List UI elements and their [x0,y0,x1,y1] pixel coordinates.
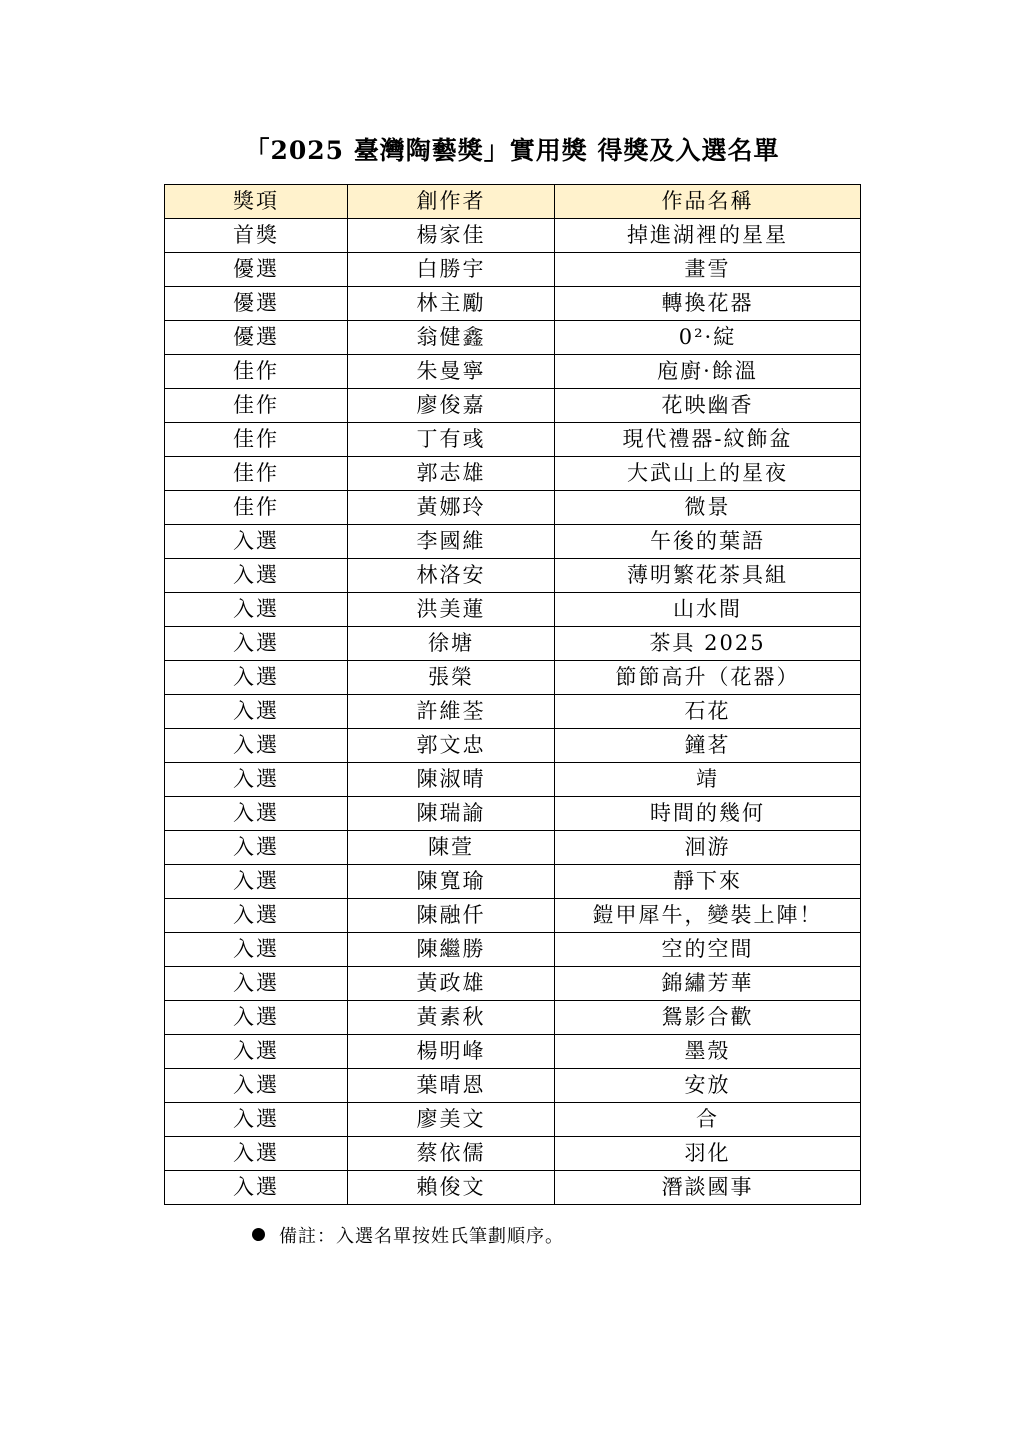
award-cell: 入選 [165,593,348,627]
table-row [165,627,861,661]
creator-cell: 葉晴恩 [348,1069,555,1103]
work-title-cell: 薄明繁花茶具組 [555,559,861,593]
table-row [165,1137,861,1171]
work-title-cell: 錦繡芳華 [555,967,861,1001]
award-cell: 入選 [165,1069,348,1103]
award-cell: 佳作 [165,355,348,389]
table-row [165,593,861,627]
table-row [165,287,861,321]
work-title-cell: 空的空間 [555,933,861,967]
document-title: 「2025 臺灣陶藝獎」實用獎 得獎及入選名單 [244,136,780,165]
table-row [165,865,861,899]
table-row [165,423,861,457]
table-row [165,1035,861,1069]
work-title-cell: 安放 [555,1069,861,1103]
creator-cell: 楊明峰 [348,1035,555,1069]
table-row [165,1069,861,1103]
table-row [165,525,861,559]
creator-cell: 陳淑晴 [348,763,555,797]
table-row [165,831,861,865]
table-row [165,695,861,729]
table-row [165,899,861,933]
award-cell: 入選 [165,967,348,1001]
table-header-row [165,185,861,219]
work-title-cell: 現代禮器-紋飾盆 [555,423,861,457]
work-title-cell: 節節高升（花器） [555,661,861,695]
creator-cell: 郭文忠 [348,729,555,763]
creator-cell: 張榮 [348,661,555,695]
creator-cell: 林主勵 [348,287,555,321]
award-cell: 入選 [165,559,348,593]
creator-cell: 許維荃 [348,695,555,729]
work-title-cell: 羽化 [555,1137,861,1171]
work-title-cell: 靜下來 [555,865,861,899]
work-title-cell: 花映幽香 [555,389,861,423]
work-title-cell: 潛談國事 [555,1171,861,1205]
award-cell: 入選 [165,661,348,695]
creator-cell: 洪美蓮 [348,593,555,627]
award-cell: 入選 [165,831,348,865]
award-cell: 入選 [165,899,348,933]
award-cell: 入選 [165,525,348,559]
award-cell: 入選 [165,695,348,729]
table-row [165,729,861,763]
award-cell: 入選 [165,763,348,797]
creator-cell: 楊家佳 [348,219,555,253]
award-cell: 優選 [165,287,348,321]
table-row [165,355,861,389]
creator-cell: 李國維 [348,525,555,559]
work-title-cell: 合 [555,1103,861,1137]
header-award: 獎項 [165,185,348,219]
table-row [165,933,861,967]
award-cell: 入選 [165,1035,348,1069]
work-title-cell: 庖廚·餘溫 [555,355,861,389]
creator-cell: 林洛安 [348,559,555,593]
award-cell: 入選 [165,1171,348,1205]
work-title-cell: 洄游 [555,831,861,865]
footnote [252,1224,564,1250]
creator-cell: 徐塘 [348,627,555,661]
work-title-cell: 微景 [555,491,861,525]
table-row [165,763,861,797]
work-title-cell: 鐘茗 [555,729,861,763]
creator-cell: 陳瑞諭 [348,797,555,831]
work-title-cell: 鴛影合歡 [555,1001,861,1035]
creator-cell: 翁健鑫 [348,321,555,355]
award-cell: 入選 [165,1137,348,1171]
creator-cell: 黃素秋 [348,1001,555,1035]
table-row [165,559,861,593]
award-cell: 優選 [165,321,348,355]
award-cell: 入選 [165,627,348,661]
award-cell: 入選 [165,797,348,831]
award-cell: 佳作 [165,423,348,457]
table-row [165,967,861,1001]
creator-cell: 廖美文 [348,1103,555,1137]
awards-table [164,184,861,1205]
creator-cell: 陳繼勝 [348,933,555,967]
award-cell: 佳作 [165,457,348,491]
award-cell: 佳作 [165,389,348,423]
creator-cell: 丁有彧 [348,423,555,457]
work-title-cell: 午後的葉語 [555,525,861,559]
table-row [165,219,861,253]
work-title-cell: 靖 [555,763,861,797]
work-title-cell: 鎧甲犀牛，變裝上陣！ [555,899,861,933]
bullet-icon [252,1228,265,1241]
work-title-cell: 山水間 [555,593,861,627]
award-cell: 首獎 [165,219,348,253]
award-cell: 入選 [165,933,348,967]
work-title-cell: 0²·綻 [555,321,861,355]
award-cell: 入選 [165,1001,348,1035]
creator-cell: 郭志雄 [348,457,555,491]
table-row [165,1001,861,1035]
creator-cell: 黃娜玲 [348,491,555,525]
creator-cell: 朱曼寧 [348,355,555,389]
creator-cell: 廖俊嘉 [348,389,555,423]
table-row [165,1103,861,1137]
creator-cell: 陳萱 [348,831,555,865]
table-row [165,491,861,525]
table-body [165,219,861,1205]
creator-cell: 黃政雄 [348,967,555,1001]
creator-cell: 陳寬瑜 [348,865,555,899]
creator-cell: 蔡依儒 [348,1137,555,1171]
work-title-cell: 石花 [555,695,861,729]
award-cell: 入選 [165,1103,348,1137]
work-title-cell: 大武山上的星夜 [555,457,861,491]
award-cell: 優選 [165,253,348,287]
footnote-text: 備註：入選名單按姓氏筆劃順序。 [279,1226,564,1247]
work-title-cell: 墨殼 [555,1035,861,1069]
award-cell: 佳作 [165,491,348,525]
table-row [165,321,861,355]
table-row [165,661,861,695]
table-row [165,1171,861,1205]
table-row [165,389,861,423]
creator-cell: 賴俊文 [348,1171,555,1205]
creator-cell: 白勝宇 [348,253,555,287]
work-title-cell: 茶具 2025 [555,627,861,661]
header-work-title: 作品名稱 [555,185,861,219]
award-cell: 入選 [165,729,348,763]
work-title-cell: 掉進湖裡的星星 [555,219,861,253]
work-title-cell: 畫雪 [555,253,861,287]
header-creator: 創作者 [348,185,555,219]
table-row [165,457,861,491]
work-title-cell: 時間的幾何 [555,797,861,831]
table-row [165,797,861,831]
creator-cell: 陳融仟 [348,899,555,933]
work-title-cell: 轉換花器 [555,287,861,321]
award-cell: 入選 [165,865,348,899]
table-row [165,253,861,287]
